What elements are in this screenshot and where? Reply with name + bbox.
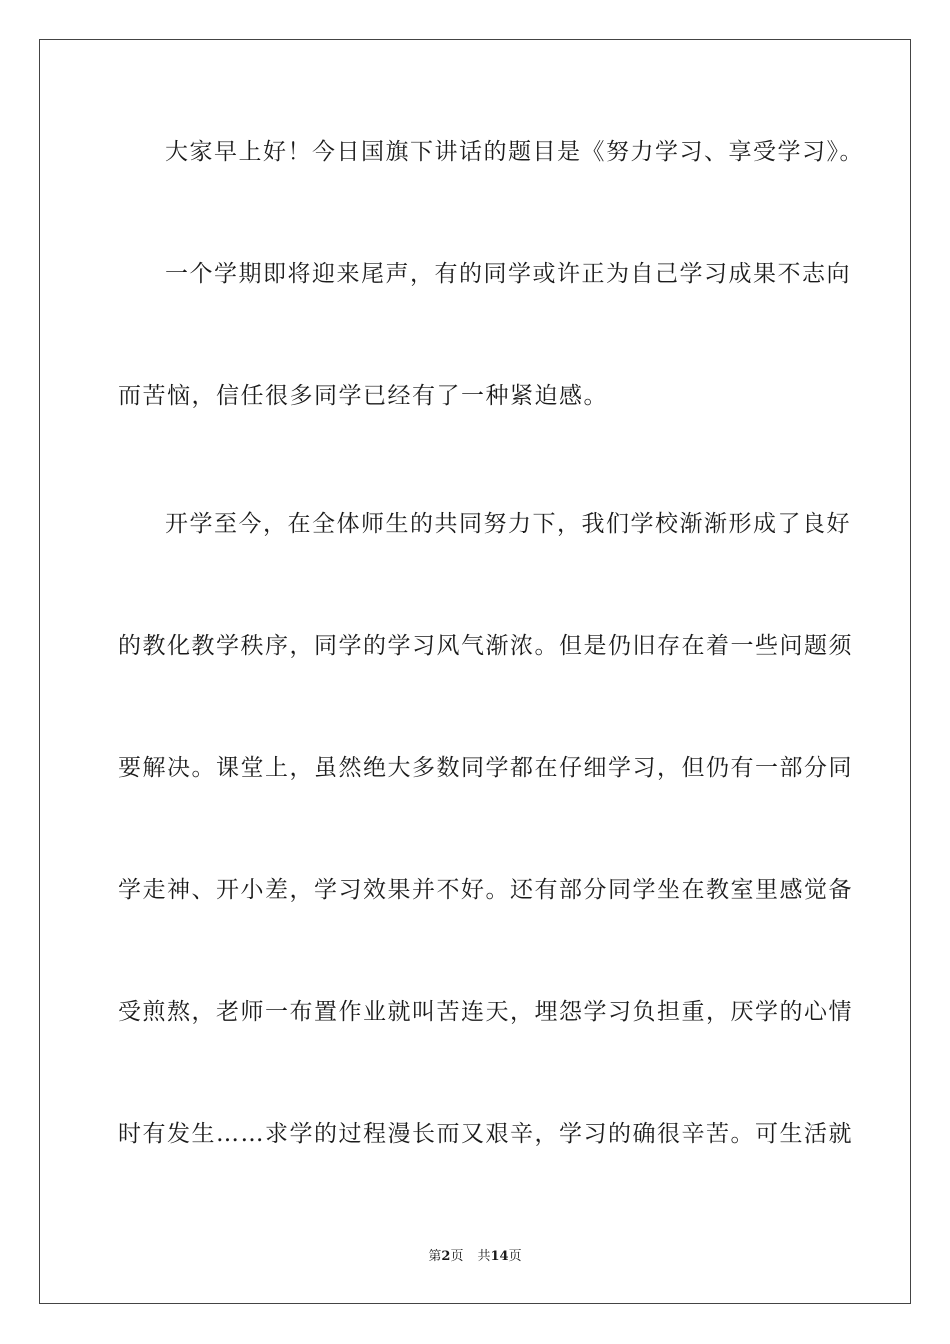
paragraph-3-line-6: 时有发生……求学的过程漫长而又艰辛，学习的确很辛苦。可生活就 — [118, 1121, 853, 1147]
footer-page-number: 2 — [441, 1249, 451, 1264]
paragraph-2-line-2: 而苦恼，信任很多同学已经有了一种紧迫感。 — [118, 383, 608, 409]
footer-total-number: 14 — [490, 1249, 509, 1264]
paragraph-3-line-5: 受煎熬，老师一布置作业就叫苦连天，埋怨学习负担重，厌学的心情 — [118, 999, 853, 1025]
paragraph-3-line-1: 开学至今，在全体师生的共同努力下，我们学校渐渐形成了良好 — [165, 511, 851, 537]
page-footer — [0, 1248, 950, 1266]
paragraph-3-line-2: 的教化教学秩序，同学的学习风气渐浓。但是仍旧存在着一些问题须 — [118, 633, 853, 659]
footer-page-prefix: 第 — [428, 1249, 442, 1264]
page-frame — [39, 39, 911, 1304]
paragraph-3-line-3: 要解决。课堂上，虽然绝大多数同学都在仔细学习，但仍有一部分同 — [118, 755, 853, 781]
footer-total-suffix: 页 — [508, 1249, 522, 1264]
paragraph-2-line-1: 一个学期即将迎来尾声，有的同学或许正为自己学习成果不志向 — [165, 261, 851, 287]
paragraph-1-line-1: 大家早上好！今日国旗下讲话的题目是《努力学习、享受学习》。 — [165, 139, 864, 165]
footer-page-suffix: 页 — [450, 1249, 464, 1264]
paragraph-3-line-4: 学走神、开小差，学习效果并不好。还有部分同学坐在教室里感觉备 — [118, 877, 853, 903]
footer-total-prefix: 共 — [477, 1249, 491, 1264]
